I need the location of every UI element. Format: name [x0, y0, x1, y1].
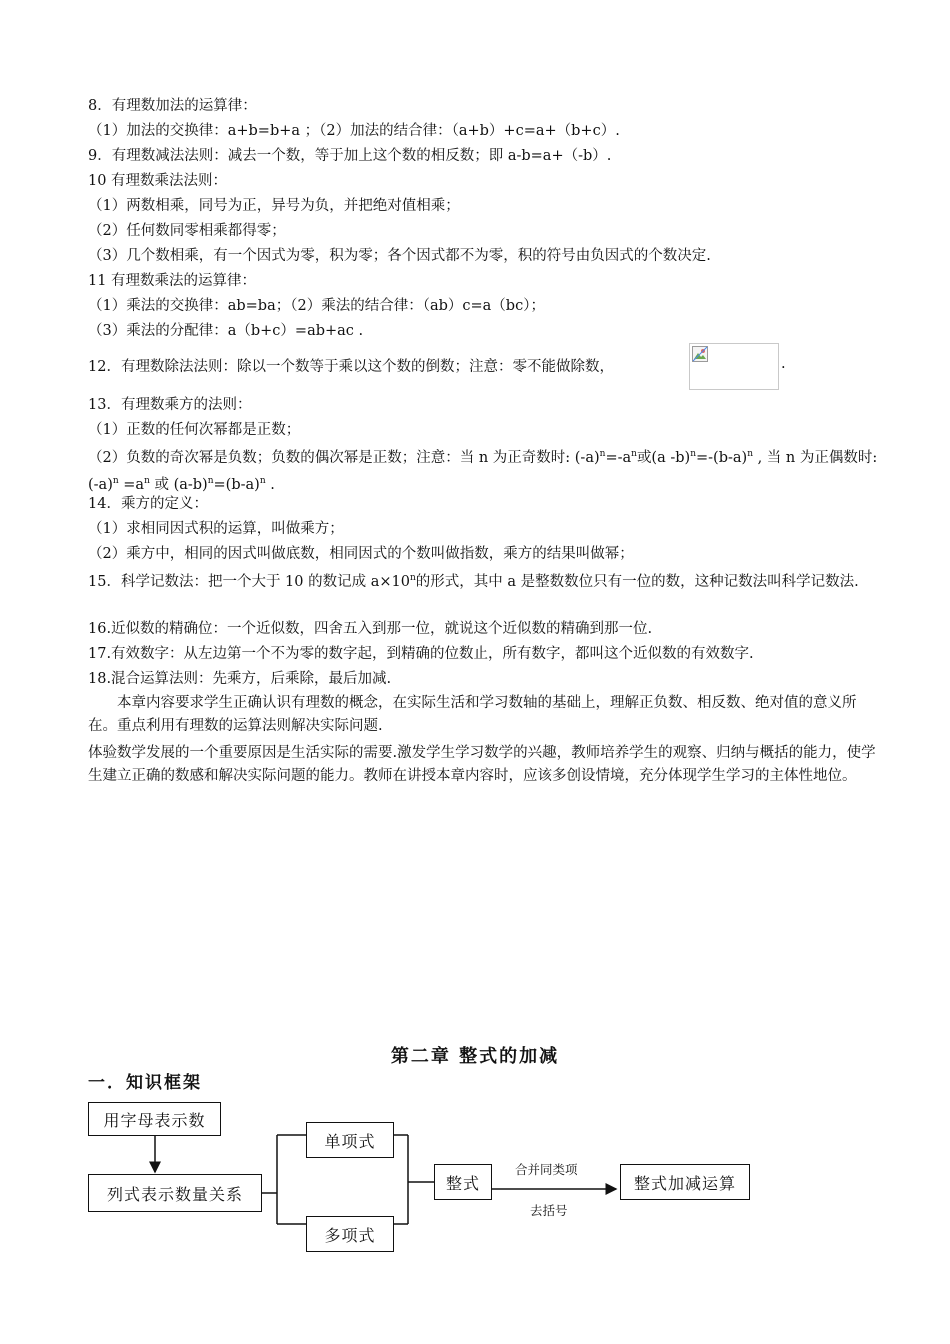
item-13-heading: 13．有理数乘方的法则： — [88, 397, 252, 413]
summary-paragraph-1: 本章内容要求学生正确认识有理数的概念，在实际生活和学习数轴的基础上，理解正负数、相反数、绝对值的意义所在。重点利用有理数的运算法则解决实际问题. — [88, 695, 857, 734]
item-9: 9．有理数减法法则：减去一个数，等于加上这个数的相反数；即 a-b=a+（-b）. — [88, 148, 612, 164]
item-18: 18.混合运算法则：先乘方，后乘除，最后加减. — [88, 671, 392, 687]
box-express-quantity-relations: 列式表示数量关系 — [88, 1174, 262, 1212]
item-8-laws: （1）加法的交换律：a+b=b+a ；（2）加法的结合律：（a+b）+c=a+（b+c）. — [88, 123, 620, 139]
item-11-distributive: （3）乘法的分配律：a（b+c）=ab+ac . — [88, 323, 364, 339]
item-8-heading: 8．有理数加法的运算律： — [88, 98, 257, 114]
item-10-heading: 10 有理数乘法法则： — [88, 173, 228, 189]
item-16: 16.近似数的精确位：一个近似数，四舍五入到那一位，就说这个近似数的精确到那一位. — [88, 621, 653, 637]
section-title: 一．知识框架 — [88, 1073, 202, 1093]
item-12-end: . — [781, 356, 786, 372]
box-letters-represent-numbers: 用字母表示数 — [88, 1102, 221, 1136]
summary-paragraph-2: 体验数学发展的一个重要原因是生活实际的需要.激发学生学习数学的兴趣，教师培养学生的观察、归纳与概括的能力，使学生建立正确的数感和解决实际问题的能力。教师在讲授本章内容时，应该多创设情境，充分体现学生学习的主体性地位。 — [88, 745, 876, 784]
box-integral-expression: 整式 — [434, 1164, 492, 1200]
item-11-heading: 11 有理数乘法的运算律： — [88, 273, 257, 289]
item-14-heading: 14．乘方的定义： — [88, 496, 208, 512]
item-13-rule-1: （1）正数的任何次幂都是正数； — [88, 422, 301, 438]
item-11-laws: （1）乘法的交换律：ab=ba；（2）乘法的结合律：（ab）c=a（bc）； — [88, 298, 545, 314]
item-10-rule-1: （1）两数相乘，同号为正，异号为负，并把绝对值相乘； — [88, 198, 460, 214]
item-10-rule-3: （3）几个数相乘，有一个因式为零，积为零；各个因式都不为零，积的符号由负因式的个数决定. — [88, 248, 711, 264]
box-monomial: 单项式 — [306, 1122, 394, 1158]
item-13-rule-2: （2）负数的奇次幂是负数；负数的偶次幂是正数；注意：当 n 为正奇数时: $(-a)^n=-a^n$或(a $-b)^n=-(b-a)^n$ , 当 n 为正偶数时: $(-a)^n =a^n$ 或 $(a-b)^n=(b-a)^n$ . — [88, 449, 878, 493]
box-polynomial: 多项式 — [306, 1216, 394, 1252]
chapter-title: 第二章 整式的加减 — [390, 1046, 560, 1067]
item-14-def-2: （2）乘方中，相同的因式叫做底数，相同因式的个数叫做指数，乘方的结果叫做幂； — [88, 546, 634, 562]
label-combine-like-terms: 合并同类项 — [515, 1162, 578, 1177]
label-remove-brackets: 去括号 — [530, 1203, 568, 1218]
box-integral-expression-operations: 整式加减运算 — [620, 1164, 750, 1200]
item-15: 15．科学记数法：把一个大于 10 的数记成 $a\times 10^n$的形式，其中 a 是整数数位只有一位的数，这种记数法叫科学记数法. — [88, 573, 859, 590]
item-10-rule-2: （2）任何数同零相乘都得零； — [88, 223, 286, 239]
item-17: 17.有效数字：从左边第一个不为零的数字起，到精确的位数止，所有数字，都叫这个近似数的有效数字. — [88, 646, 754, 662]
item-12: 12．有理数除法法则：除以一个数等于乘以这个数的倒数；注意：零不能做除数， — [88, 359, 614, 375]
item-14-def-1: （1）求相同因式积的运算，叫做乘方； — [88, 521, 344, 537]
